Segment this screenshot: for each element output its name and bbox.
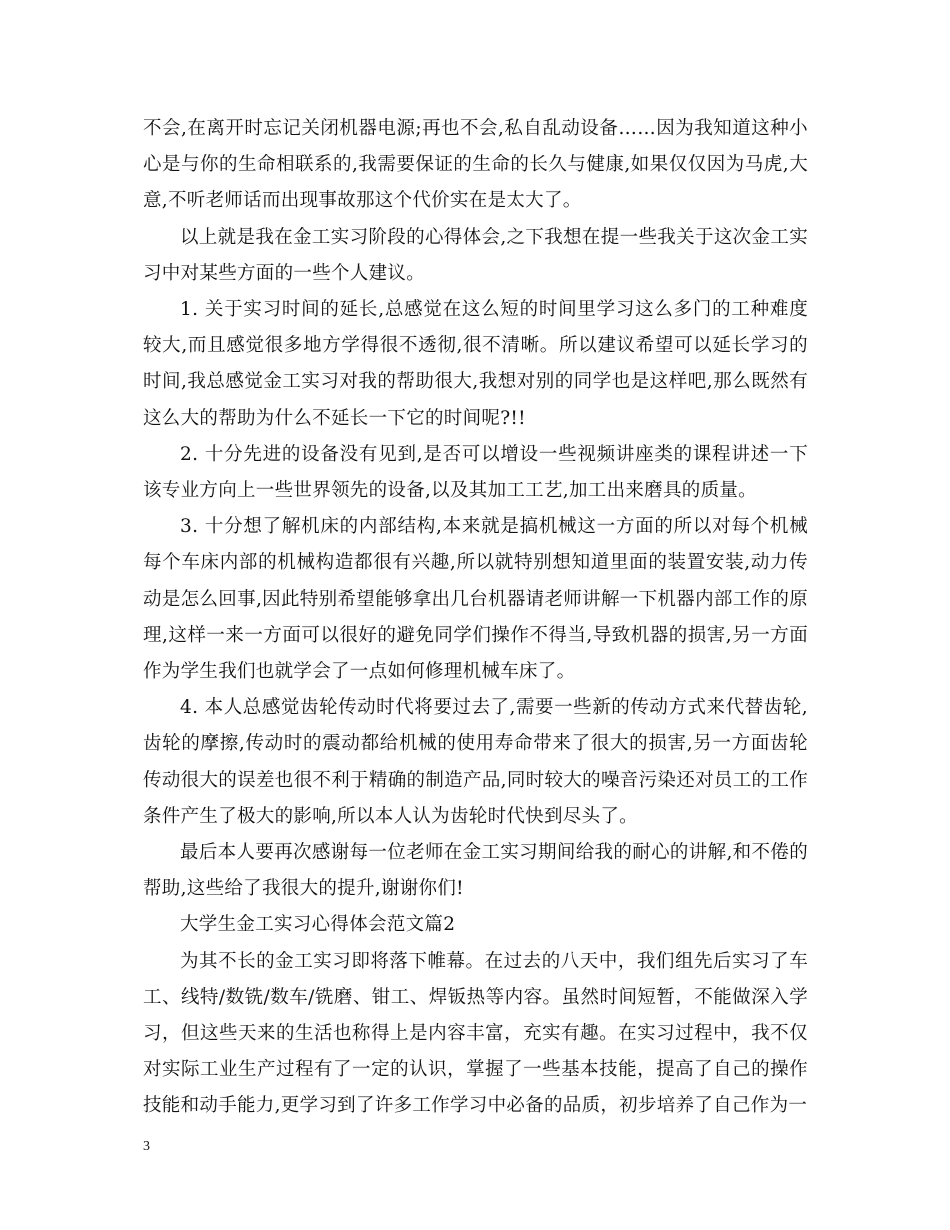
paragraph-continuation: 不会,在离开时忘记关闭机器电源;再也不会,私自乱动设备……因为我知道这种小心是与你的生命相联系的,我需要保证的生命的长久与健康,如果仅仅因为马虎,大意,不听老师话而出现事故那这个代价实在是太大了。 (143, 118, 808, 212)
paragraph-article-2: 为其不长的金工实习即将落下帷幕。在过去的八天中，我们组先后实习了车工、线特/数铣/数车/铣磨、钳工、焊钣热等内容。虽然时间短暂，不能做深入学习，但这些天来的生活也称得上是内容丰富，充实有趣。在实习过程中，我不仅对实际工业生产过程有了一定的认识，掌握了一些基本技能，提高了自己的操作技能和动手能力,更学习到了许多工作学习中必备的品质，初步培养了自己作为一 (143, 950, 808, 1117)
suggestion-1: 1. 关于实习时间的延长,总感觉在这么短的时间里学习这么多门的工种难度较大,而且感觉很多地方学得很不透彻,很不清晰。所以建议希望可以延长学习的时间,我总感觉金工实习对我的帮助很大,我想对别的同学也是这样吧,那么既然有这么大的帮助为什么不延长一下它的时间呢?!! (143, 299, 808, 429)
document-body (143, 111, 808, 1125)
page-number: 3 (143, 1139, 150, 1154)
paragraph-thanks: 最后本人要再次感谢每一位老师在金工实习期间给我的耐心的讲解,和不倦的帮助,这些给了我很大的提升,谢谢你们! (143, 842, 808, 900)
suggestion-4: 4. 本人总感觉齿轮传动时代将要过去了,需要一些新的传动方式来代替齿轮,齿轮的摩擦,传动时的震动都给机械的使用寿命带来了很大的损害,另一方面齿轮传动很大的误差也很不利于精确的制造产品,同时较大的噪音污染还对员工的工作条件产生了极大的影响,所以本人认为齿轮时代快到尽头了。 (143, 697, 808, 827)
paragraph-summary: 以上就是我在金工实习阶段的心得体会,之下我想在提一些我关于这次金工实习中对某些方面的一些个人建议。 (143, 226, 808, 284)
section-heading: 大学生金工实习心得体会范文篇2 (180, 914, 456, 936)
suggestion-3: 3. 十分想了解机床的内部结构,本来就是搞机械这一方面的所以对每个机械每个车床内部的机械构造都很有兴趣,所以就特别想知道里面的装置安装,动力传动是怎么回事,因此特别希望能够拿出几台机器请老师讲解一下机器内部工作的原理,这样一来一方面可以很好的避免同学们操作不得当,导致机器的损害,另一方面作为学生我们也就学会了一点如何修理机械车床了。 (143, 516, 808, 683)
suggestion-2: 2. 十分先进的设备没有见到,是否可以增设一些视频讲座类的课程讲述一下该专业方向上一些世界领先的设备,以及其加工工艺,加工出来磨具的质量。 (143, 443, 808, 502)
